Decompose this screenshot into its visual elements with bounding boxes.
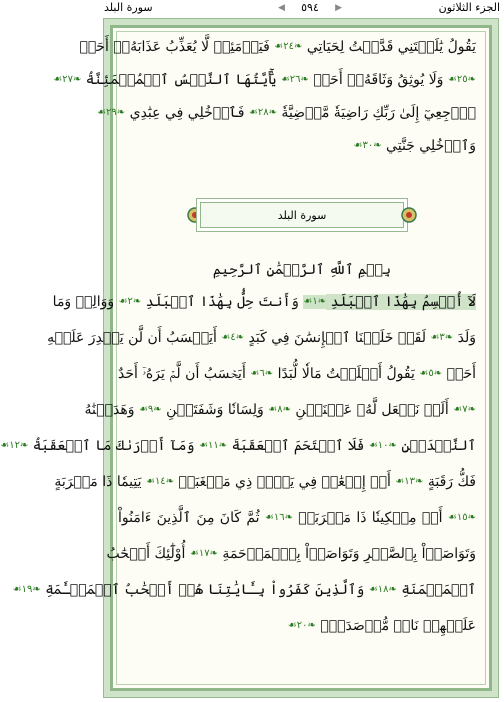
basmala: بِسۡمِ ٱللَّهِ ٱلرَّحۡمَٰنِ ٱلرَّحِيمِ bbox=[212, 262, 392, 278]
verse-text[interactable]: وَوَالِدٖ وَمَا bbox=[52, 294, 119, 310]
verse-text[interactable]: يَٰٓأَيَّتُهَا ٱلنَّفۡسُ ٱلۡمُطۡمَئِنَّةُ bbox=[81, 72, 281, 88]
verse-text[interactable]: فَكُّ رَقَبَةٍ bbox=[423, 474, 476, 490]
ayah-marker-icon[interactable]: ❧١٠☙ bbox=[368, 440, 397, 451]
verse-line bbox=[97, 99, 476, 127]
verse-text[interactable]: أَحَدٞ bbox=[442, 366, 476, 382]
verse-text[interactable]: وَتَوَاصَوۡاْ بِٱلصَّبۡرِ وَتَوَاصَوۡاْ بِٱلۡمَرۡحَمَةِ bbox=[217, 546, 476, 562]
ayah-marker-icon[interactable]: ❧١٢☙ bbox=[0, 440, 29, 451]
verse-text[interactable]: وَمَآ أَدۡرَىٰكَ مَا ٱلۡعَقَبَةُ bbox=[28, 438, 200, 454]
ayah-marker-icon[interactable]: ❧٢☙ bbox=[118, 296, 142, 307]
surah-title: سورة البلد bbox=[200, 202, 404, 228]
ayah-marker-icon[interactable]: ❧٤☙ bbox=[221, 332, 245, 343]
surah-header-frame bbox=[196, 198, 408, 232]
ayah-marker-icon[interactable]: ❧٢٧☙ bbox=[53, 74, 82, 85]
verse-text[interactable]: يَقُولُ أَهۡلَكۡتُ مَالٗا لُّبَدًا bbox=[273, 366, 420, 382]
verse-line bbox=[47, 324, 476, 352]
ayah-marker-icon[interactable]: ❧٢٤☙ bbox=[274, 41, 303, 52]
verse-text[interactable]: لَقَدۡ خَلَقۡنَا ٱلۡإِنسَٰنَ فِي كَبَدٍ bbox=[244, 330, 431, 346]
verse-text[interactable]: ثُمَّ كَانَ مِنَ ٱلَّذِينَ ءَامَنُواْ bbox=[118, 510, 265, 526]
verse-line bbox=[53, 66, 476, 94]
ayah-marker-icon[interactable]: ❧٥☙ bbox=[419, 368, 443, 379]
verse-text[interactable]: فَلَا ٱقۡتَحَمَ ٱلۡعَقَبَةَ bbox=[227, 438, 369, 454]
ayah-marker-icon[interactable]: ❧١٨☙ bbox=[368, 584, 397, 595]
prev-page-arrow-icon[interactable]: ▶ bbox=[335, 2, 342, 13]
verse-line bbox=[118, 504, 476, 532]
ayah-marker-icon[interactable]: ❧١١☙ bbox=[199, 440, 228, 451]
verse-line bbox=[118, 360, 476, 388]
ayah-marker-icon[interactable]: ❧٩☙ bbox=[138, 404, 162, 415]
verse-text[interactable]: أَوۡ مِسۡكِينٗا ذَا مَتۡرَبَةٖ bbox=[292, 510, 448, 526]
juz-label: الجزء الثلاثون bbox=[438, 1, 500, 14]
ayah-marker-icon[interactable]: ❧١☙ bbox=[303, 296, 327, 307]
verse-line bbox=[12, 576, 476, 604]
verse-text[interactable]: أَلَمۡ نَجۡعَل لَّهُۥ عَيۡنَيۡنِ bbox=[290, 402, 454, 418]
verse-text[interactable]: أَيَحۡسَبُ أَن لَّن يَقۡدِرَ عَلَيۡهِ bbox=[47, 330, 222, 346]
verse-text[interactable]: أُوْلَٰٓئِكَ أَصۡحَٰبُ bbox=[106, 546, 190, 562]
verse-text[interactable]: ٱرۡجِعِيٓ إِلَىٰ رَبِّكِ رَاضِيَةٗ مَّرۡضِيَّةٗ bbox=[276, 105, 476, 121]
ayah-marker-icon[interactable]: ❧١٩☙ bbox=[12, 584, 41, 595]
verse-text[interactable]: وَلِسَانٗا وَشَفَتَيۡنِ bbox=[161, 402, 269, 418]
verse-line bbox=[84, 396, 476, 424]
ayah-marker-icon[interactable]: ❧٢٩☙ bbox=[97, 107, 126, 118]
verse-line bbox=[54, 468, 476, 496]
verse-text[interactable]: عَلَيۡهِمۡ نَارٞ مُّؤۡصَدَةُۢ bbox=[315, 618, 476, 634]
verse-text[interactable]: فَيَوۡمَئِذٖ لَّا يُعَذِّبُ عَذَابَهُۥٓ أَحَدٞ bbox=[79, 39, 275, 55]
verse-text[interactable]: ٱلۡمَيۡمَنَةِ bbox=[396, 582, 476, 598]
verse-text[interactable]: وَٱلَّذِينَ كَفَرُواْ بِـَٔايَٰتِنَا هُمۡ أَصۡحَٰبُ ٱلۡمَشۡـَٔمَةِ bbox=[40, 582, 369, 598]
verse-line bbox=[79, 33, 476, 61]
verse-line bbox=[0, 432, 476, 460]
verse-text[interactable]: أَيَحۡسَبُ أَن لَّمۡ يَرَهُۥٓ أَحَدٌ bbox=[118, 366, 251, 382]
verse-line bbox=[106, 540, 476, 568]
ayah-marker-icon[interactable]: ❧٢٦☙ bbox=[280, 74, 309, 85]
ornament-icon bbox=[398, 205, 420, 225]
ayah-marker-icon[interactable]: ❧٢٨☙ bbox=[248, 107, 277, 118]
verse-text[interactable]: يَتِيمٗا ذَا مَقۡرَبَةٍ bbox=[54, 474, 146, 490]
top-bar bbox=[100, 0, 504, 16]
ayah-marker-icon[interactable]: ❧١٦☙ bbox=[264, 512, 293, 523]
ayah-marker-icon[interactable]: ❧٢٥☙ bbox=[447, 74, 476, 85]
ayah-marker-icon[interactable]: ❧١٧☙ bbox=[189, 548, 218, 559]
verse-text[interactable]: يَقُولُ يَٰلَيۡتَنِي قَدَّمۡتُ لِحَيَاتِي bbox=[302, 39, 476, 55]
page-number: ٥٩٤ bbox=[301, 1, 319, 14]
verse-text[interactable]: فَٱدۡخُلِي فِي عِبَٰدِي bbox=[125, 105, 249, 121]
verse-line bbox=[52, 288, 476, 316]
verse-line bbox=[118, 132, 476, 160]
ayah-marker-icon[interactable]: ❧٣☙ bbox=[430, 332, 454, 343]
ayah-marker-icon[interactable]: ❧٣٠☙ bbox=[353, 140, 382, 151]
ayah-marker-icon[interactable]: ❧٧☙ bbox=[453, 404, 476, 415]
ayah-marker-icon[interactable]: ❧٦☙ bbox=[250, 368, 274, 379]
verse-text[interactable]: وَهَدَيۡنَٰهُ bbox=[84, 402, 139, 418]
verse-text[interactable]: ٱلنَّجۡدَيۡنِ bbox=[396, 438, 476, 454]
page-navigator bbox=[278, 1, 342, 14]
verse-text[interactable]: وَلَدَ bbox=[453, 330, 476, 346]
verse-line bbox=[118, 612, 476, 640]
verse-text[interactable]: وَٱدۡخُلِي جَنَّتِي bbox=[381, 138, 476, 154]
surah-label: سورة البلد bbox=[104, 1, 153, 14]
next-page-arrow-icon[interactable]: ◀ bbox=[278, 2, 285, 13]
verse-text[interactable]: وَلَا يُوثِقُ وَثَاقَهُۥٓ أَحَدٞ bbox=[308, 72, 448, 88]
ayah-marker-icon[interactable]: ❧١٥☙ bbox=[447, 512, 476, 523]
ayah-marker-icon[interactable]: ❧١٣☙ bbox=[395, 476, 424, 487]
ayah-marker-icon[interactable]: ❧٢٠☙ bbox=[287, 620, 316, 631]
ayah-marker-icon[interactable]: ❧٨☙ bbox=[268, 404, 291, 415]
verse-text[interactable]: أَوۡ إِطۡعَٰمٞ فِي يَوۡمٖ ذِي مَسۡغَبَةٖ bbox=[174, 474, 396, 490]
verse-text[interactable]: لَآ أُقۡسِمُ بِهَٰذَا ٱلۡبَلَدِ bbox=[326, 294, 476, 310]
verse-text[interactable]: وَأَنتَ حِلُّۢ بِهَٰذَا ٱلۡبَلَدِ bbox=[141, 294, 304, 310]
ayah-marker-icon[interactable]: ❧١٤☙ bbox=[145, 476, 175, 487]
